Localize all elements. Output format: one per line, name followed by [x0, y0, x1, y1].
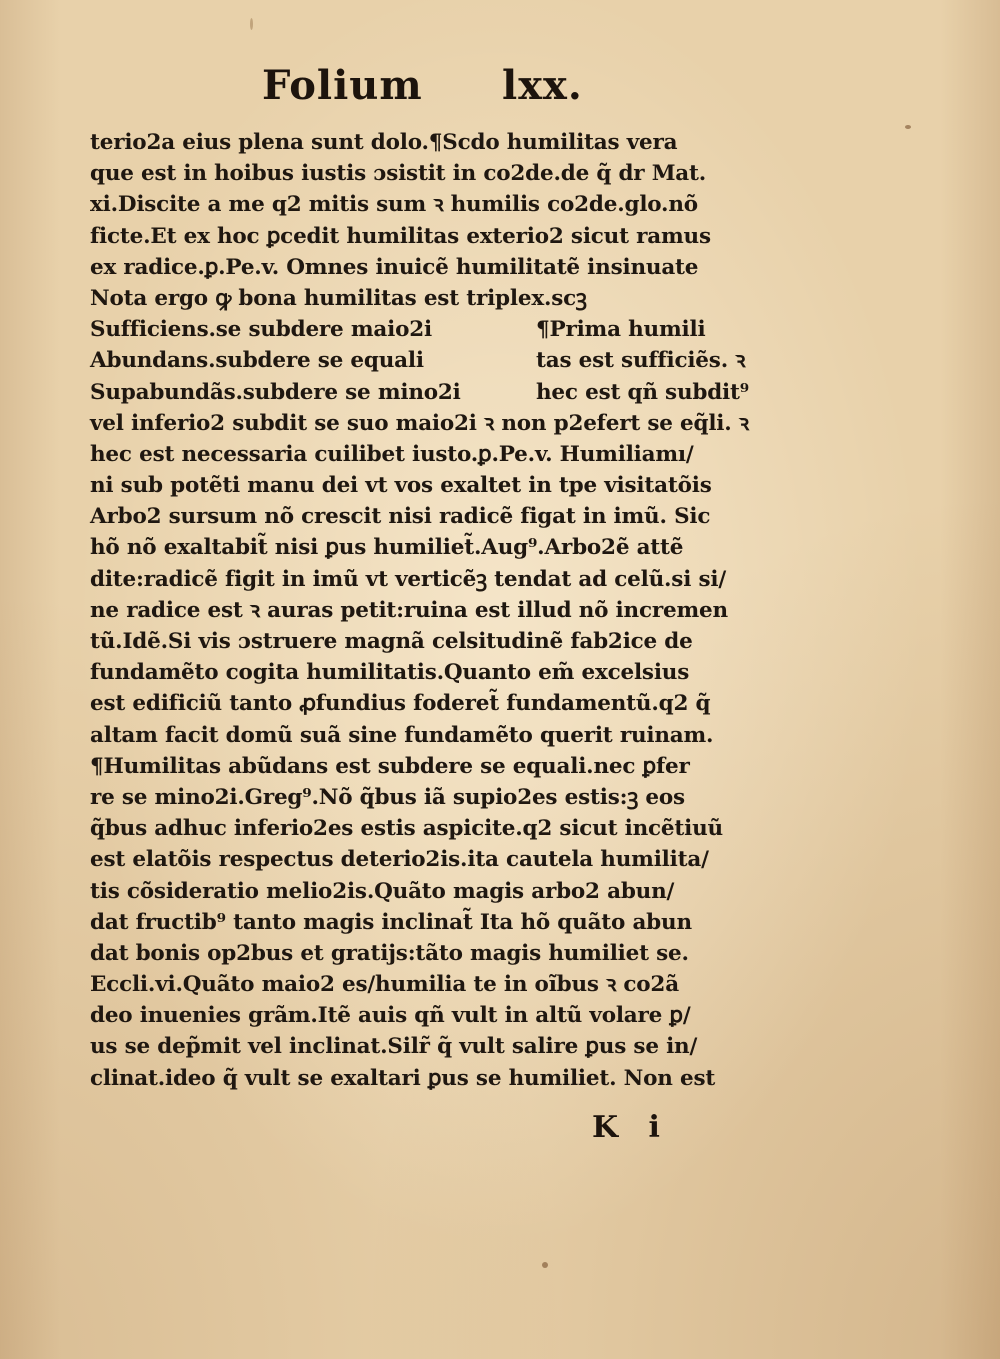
- text-line: Arbo2 sursum nõ crescit nisi radicẽ figat in imũ. Sic: [90, 504, 711, 530]
- page-header: [0, 62, 1000, 122]
- folio-number: lxx.: [502, 62, 583, 109]
- text-line: q̃bus adhuc inferio2es estis aspicite.q2 sicut incẽtiuũ: [90, 816, 723, 842]
- text-line: ficte.Et ex hoc ꝑcedit humilitas exterio2 sicut ramus: [90, 223, 711, 249]
- text-line: terio2a eius plena sunt dolo.¶Scdo humilitas vera: [90, 130, 678, 155]
- text-line: Nota ergo ꝙ bona humilitas est triplex.scꝫ: [90, 285, 587, 311]
- text-line: deo inuenies grãm.Itẽ auis qñ vult in altũ volare ꝑ/: [90, 1003, 691, 1029]
- ink-speck: [542, 1262, 548, 1268]
- text-line: ni sub potẽti manu dei vt vos exaltet in tpe visitatõis: [90, 473, 712, 499]
- text-line: fundamẽto cogita humilitatis.Quanto em̃ excelsius: [90, 660, 690, 686]
- text-line: ¶Humilitas abũdans est subdere se equali.nec ꝑfer: [90, 753, 690, 779]
- ink-speck: [250, 18, 253, 30]
- text-line: us se dep̃mit vel inclinat.Silr̃ q̃ vult salire ꝑus se in/: [90, 1034, 698, 1060]
- text-line: dat bonis op2bus et gratijs:tãto magis humiliet se.: [90, 940, 689, 966]
- text-line: ne radice est ꝛ auras petit:ruina est illud nõ incremen: [90, 597, 728, 623]
- two-column-section: [90, 314, 770, 408]
- text-line: hõ nõ exaltabit̃ nisi ꝑus humiliet̃.Aug⁹.Arbo2ẽ attẽ: [90, 535, 684, 561]
- division-item: Supabundãs.subdere se mino2i: [90, 379, 461, 405]
- ink-speck: [905, 125, 911, 129]
- text-line: altam facit domũ suã sine fundamẽto querit ruinam.: [90, 722, 714, 748]
- text-line: vel inferio2 subdit se suo maio2i ꝛ non p2efert se eq̃li. ꝛ: [90, 410, 749, 436]
- text-line: Eccli.vi.Quãto maio2 es/humilia te in oĩbus ꝛ co2ã: [90, 972, 679, 998]
- text-line: est elatõis respectus deterio2is.ita cautela humilita/: [90, 847, 709, 873]
- division-item: Sufficiens.se subdere maio2i: [90, 317, 432, 343]
- side-text: [536, 314, 749, 408]
- text-line: tis cõsideratio melio2is.Quãto magis arbo2 abun/: [90, 878, 675, 904]
- text-line: clinat.ideo q̃ vult se exaltari ꝑus se humiliet. Non est: [90, 1065, 716, 1091]
- signature-mark: K i: [592, 1110, 670, 1145]
- text-block: [90, 127, 770, 1094]
- text-line: re se mino2i.Greg⁹.Nõ q̃bus iã supio2es estis:ꝫ eos: [90, 784, 685, 810]
- divisions-list: [90, 314, 461, 408]
- text-line: hec est necessaria cuilibet iusto.ꝑ.Pe.v. Humiliamı/: [90, 441, 694, 467]
- text-line: xi.Discite a me q2 mitis sum ꝛ humilis co2de.glo.nõ: [90, 192, 698, 218]
- text-line: tas est sufficiẽs. ꝛ: [536, 348, 746, 374]
- running-title: Folium: [262, 62, 423, 109]
- division-item: Abundans.subdere se equali: [90, 348, 424, 374]
- text-line: dat fructib⁹ tanto magis inclinat̃ Ita hõ quãto abun: [90, 909, 692, 935]
- text-line: est edificiũ tanto ꝓfundius foderet̃ fundamentũ.q2 q̃: [90, 691, 711, 717]
- text-line: ¶Prima humili: [536, 317, 706, 343]
- text-line: ex radice.ꝑ.Pe.v. Omnes inuicẽ humilitatẽ insinuate: [90, 254, 699, 280]
- text-line: que est in hoibus iustis ɔsistit in co2de.de q̃ dr Mat.: [90, 161, 707, 187]
- text-line: hec est qñ subdit⁹: [536, 379, 749, 405]
- text-line: tũ.Idẽ.Si vis ɔstruere magnã celsitudinẽ fab2ice de: [90, 629, 693, 655]
- text-line: dite:radicẽ figit in imũ vt verticẽꝫ tendat ad celũ.si si/: [90, 566, 726, 592]
